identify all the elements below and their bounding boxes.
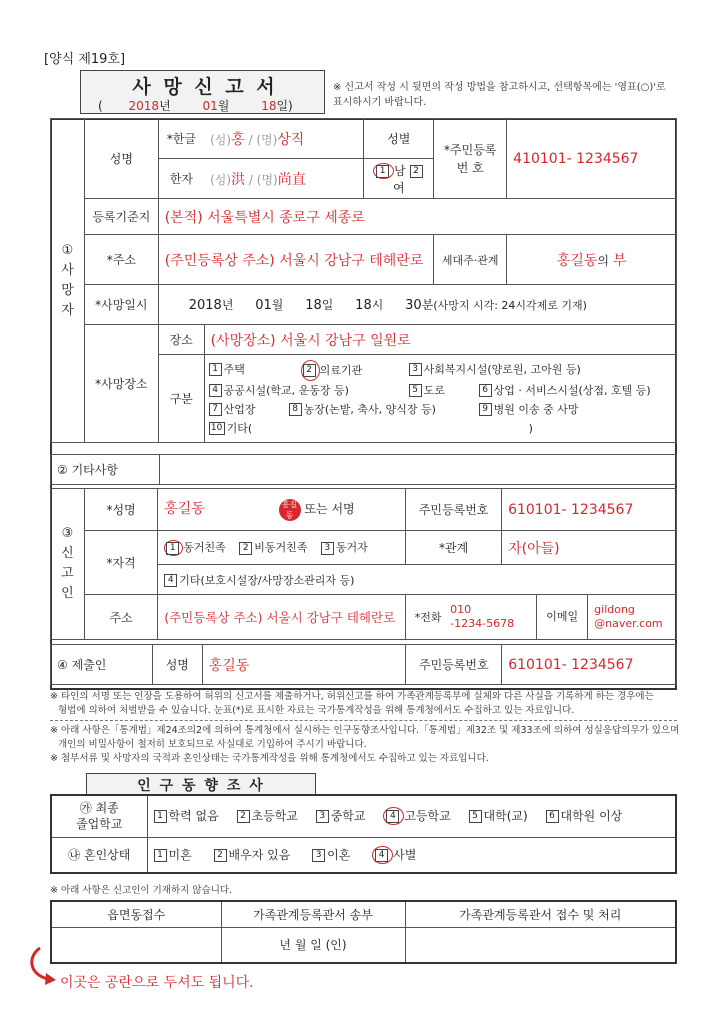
rel-value: 부 xyxy=(612,252,627,269)
sex-female: 여 xyxy=(393,180,405,195)
phone-label: *전화 xyxy=(414,611,442,624)
notes-block xyxy=(50,690,680,718)
form-title: 사 망 신 고 서 xyxy=(132,76,278,98)
rep-addr-value[interactable]: (주민등록상 주소) 서울시 강남구 테헤란로 xyxy=(158,595,406,640)
header-note: ※ 신고서 작성 시 뒷면의 작성 방법을 참고하시고, 선택항목에는 '영표(○)'로 표시하시기 바랍니다. xyxy=(333,82,666,108)
checkbox-icon: 1 xyxy=(376,165,389,178)
rep-name-label: *성명 xyxy=(84,489,157,531)
checkbox-icon[interactable]: 3 xyxy=(321,542,334,555)
dashed-divider xyxy=(50,720,677,721)
dt-label: *사망일시 xyxy=(84,285,158,325)
office-cell-3 xyxy=(405,927,676,963)
checkbox-icon: 1 xyxy=(209,363,222,376)
edu-1-label: 학력 없음 xyxy=(168,809,219,824)
date-year-label: 년 xyxy=(159,99,171,113)
office-h3: 가족관계등록관서 접수 및 처리 xyxy=(405,901,676,927)
dt-value[interactable] xyxy=(158,285,676,325)
cat-1-label: 주택 xyxy=(223,362,245,376)
checkbox-icon: 2 xyxy=(303,364,316,377)
qual-1: 동거친족 xyxy=(183,541,226,555)
seal-stamp-icon: 홍길동 xyxy=(279,499,301,521)
edu-options[interactable] xyxy=(147,795,676,837)
date-month-label: 월 xyxy=(217,99,230,113)
cat-8[interactable] xyxy=(289,400,479,419)
dt-month: 01 xyxy=(255,298,272,313)
rep-rrn-label: 주민등록번호 xyxy=(406,489,502,531)
checkbox-icon: 4 xyxy=(375,849,388,862)
edu-3-label: 중학교 xyxy=(330,809,366,824)
qual-options[interactable] xyxy=(158,531,406,565)
office-note: ※ 아래 사항은 신고인이 기재하지 않습니다. xyxy=(50,885,233,896)
checkbox-icon[interactable]: 2 xyxy=(410,165,423,178)
email-value[interactable] xyxy=(587,595,663,639)
edu-2-label: 초등학교 xyxy=(251,809,298,824)
edu-4-label: 고등학교 xyxy=(404,809,451,824)
rep-rrn[interactable]: 610101- 1234567 xyxy=(502,489,677,531)
note-2b: 개인의 비밀사항이 철저히 보호되므로 사실대로 기입하여 주시기 바랍니다. xyxy=(58,739,367,750)
cat-7-label: 산업장 xyxy=(223,402,256,416)
surname-tag-2: (성) xyxy=(210,172,232,187)
given-tag: (명) xyxy=(256,132,278,147)
mar-1[interactable] xyxy=(154,846,192,863)
hangul-label: *한글 xyxy=(158,119,204,159)
cat-9-label: 병원 이송 중 사망 xyxy=(493,402,579,416)
note-1b: 형법에 의하여 처벌받을 수 있습니다. 눈표(*)로 표시한 자료는 국가통계작성을 위해 통계청에서도 수집하고 있는 자료입니다. xyxy=(58,705,575,716)
email-1: gildong xyxy=(594,603,635,616)
curved-arrow-icon xyxy=(26,946,62,986)
survey-table xyxy=(50,794,677,874)
reporter-table xyxy=(50,488,677,640)
mar-2[interactable] xyxy=(214,846,291,863)
edu-6[interactable] xyxy=(546,807,623,824)
report-date xyxy=(98,97,293,114)
footer-note: 이곳은 공란으로 두셔도 됩니다. xyxy=(60,975,254,991)
dt-day-unit: 일 xyxy=(321,298,334,312)
cat-2[interactable] xyxy=(301,360,409,381)
note-1a: ※ 타인의 서명 또는 인장을 도용하여 허위의 신고서를 제출하거나, 허위신고를 하여 가족관계등록부에 실체와 다른 사실을 기록하게 하는 경우에는 xyxy=(50,691,654,702)
edu-5-label: 대학(교) xyxy=(483,809,528,824)
checkbox-icon: 9 xyxy=(479,403,492,416)
surname-tag: (성) xyxy=(210,132,232,147)
cat-6[interactable] xyxy=(479,381,651,400)
place-label: *사망장소 xyxy=(84,325,158,443)
office-table xyxy=(50,900,677,964)
cat-9[interactable] xyxy=(479,400,579,419)
qual-2: 비동거친족 xyxy=(254,541,308,555)
qual-4-label: 기타(보호시설장/사망장소관리자 등) xyxy=(179,573,355,587)
rep-contact[interactable] xyxy=(406,595,677,640)
hangul-name-cell[interactable] xyxy=(204,119,364,159)
date-open: ( xyxy=(98,99,103,113)
sex-label: 성별 xyxy=(364,119,434,159)
sex-male: 남 xyxy=(394,163,406,178)
date-month: 01 xyxy=(202,99,218,113)
mar-3-label: 이혼 xyxy=(327,847,351,862)
sex-options[interactable] xyxy=(364,159,434,199)
cat-1[interactable] xyxy=(209,360,301,381)
mar-3[interactable] xyxy=(312,846,350,863)
dt-hour: 18 xyxy=(355,298,372,313)
mar-2-label: 배우자 있음 xyxy=(228,847,291,862)
survey-title: 인 구 동 향 조 사 xyxy=(137,778,265,794)
reg-value[interactable]: (본적) 서울특별시 종로구 세종로 xyxy=(158,199,676,235)
edu-5[interactable] xyxy=(469,807,528,824)
rel-of: 의 xyxy=(597,253,609,268)
checkbox-icon: 4 xyxy=(164,574,177,587)
submitter-table xyxy=(50,644,677,685)
phone-value[interactable] xyxy=(450,603,536,631)
cat-label: 구분 xyxy=(158,355,204,443)
date-day: 18 xyxy=(261,99,277,113)
slash: / xyxy=(248,132,253,147)
checkbox-icon: 5 xyxy=(469,810,482,823)
rel-label: 세대주·관계 xyxy=(434,235,507,285)
checkbox-icon: 2 xyxy=(237,810,250,823)
dt-year: 2018 xyxy=(188,298,222,313)
cat-6-label: 상업 · 서비스시설(상점, 호텔 등) xyxy=(493,383,651,397)
given-hanja: 尚直 xyxy=(277,171,306,188)
checkbox-icon: 4 xyxy=(209,384,222,397)
notes-block-2 xyxy=(50,724,680,766)
sub-rrn-label: 주민등록번호 xyxy=(406,645,502,685)
edu-6-label: 대학원 이상 xyxy=(560,809,623,824)
rrn-label: *주민등록 번 호 xyxy=(434,119,507,199)
office-date: 년 월 일 (인) xyxy=(221,927,405,963)
rel-name: 홍길동 xyxy=(556,252,598,269)
hanja-name-cell[interactable] xyxy=(204,159,364,199)
cat-8-label: 농장(논밭, 축사, 양식장 등) xyxy=(303,402,436,416)
checkbox-icon: 5 xyxy=(409,384,422,397)
rep-sign-text: 또는 서명 xyxy=(304,502,355,517)
email-2: @naver.com xyxy=(594,617,663,630)
form-number: [양식 제19호] xyxy=(44,52,126,67)
edu-label xyxy=(51,795,147,837)
checkbox-icon[interactable]: 2 xyxy=(239,542,252,555)
dt-min-unit: 분 xyxy=(421,298,434,312)
dt-year-unit: 년 xyxy=(221,298,234,312)
dt-min: 30 xyxy=(405,298,422,313)
checkbox-icon: 3 xyxy=(409,363,422,376)
cat-2-label: 의료기관 xyxy=(319,363,363,377)
checkbox-icon: 1 xyxy=(166,542,179,555)
dt-day: 18 xyxy=(305,298,322,313)
edu-3[interactable] xyxy=(316,807,366,824)
surname-hanja: 洪 xyxy=(231,171,246,188)
rep-addr-label: 주소 xyxy=(84,595,157,640)
email-label: 이메일 xyxy=(536,595,587,639)
checkbox-icon: 10 xyxy=(209,422,225,435)
office-h1: 읍면동접수 xyxy=(51,901,221,927)
sub-name[interactable]: 홍길동 xyxy=(202,645,406,685)
cat-4-label: 공공시설(학교, 운동장 등) xyxy=(223,383,349,397)
reg-label: 등록기준지 xyxy=(84,199,158,235)
qual-4[interactable] xyxy=(158,565,677,595)
checkbox-icon: 2 xyxy=(214,849,227,862)
mar-1-label: 미혼 xyxy=(168,847,192,862)
deceased-rrn[interactable]: 410101- 1234567 xyxy=(507,119,677,199)
edu-label-1: ㉮ 최종 xyxy=(79,801,119,816)
submitter-label: ④ 제출인 xyxy=(51,645,153,685)
given-hangul: 상직 xyxy=(277,131,305,148)
cat-3-label: 사회복지시설(양로원, 고아원 등) xyxy=(423,362,581,376)
name-label: 성명 xyxy=(84,119,158,199)
other-label: ② 기타사항 xyxy=(51,455,160,485)
cat-4[interactable] xyxy=(209,381,409,400)
date-year: 2018 xyxy=(128,99,160,113)
edu-4[interactable] xyxy=(383,807,450,825)
sex-male-selected[interactable] xyxy=(373,163,394,179)
mar-4-selected xyxy=(372,846,393,864)
dt-note: (사망지 시각: 24시각제로 기재) xyxy=(433,299,587,312)
cat-3[interactable] xyxy=(409,360,581,381)
sub-name-label: 성명 xyxy=(152,645,202,685)
other-table xyxy=(50,454,677,485)
note-2a: ※ 아래 사항은「통계법」제24조의2에 의하여 통계청에서 실시하는 인구동향조사입니다.「통계법」제32조 및 제33조에 의하여 성실응답의무가 있으며 xyxy=(50,725,680,736)
reporter-section-label: ③ 신 고 인 xyxy=(51,489,85,640)
note-3: ※ 첨부서류 및 사망자의 국적과 혼인상태는 국가통계작성을 위해 통계청에서도 수집하고 있는 자료입니다. xyxy=(50,753,489,764)
dt-month-unit: 월 xyxy=(271,298,284,312)
edu-label-2: 졸업학교 xyxy=(76,817,123,832)
mar-label: ㉯ 혼인상태 xyxy=(51,837,147,873)
qual-3: 동거자 xyxy=(335,541,368,555)
edu-4-selected xyxy=(383,807,404,825)
cat-5-label: 도로 xyxy=(423,383,445,397)
checkbox-icon: 1 xyxy=(154,810,167,823)
edu-1[interactable] xyxy=(154,807,219,824)
slash-2: / xyxy=(248,172,253,187)
place-value[interactable]: (사망장소) 서울시 강남구 일원로 xyxy=(204,325,676,355)
checkbox-icon: 4 xyxy=(386,810,399,823)
cat-2-selected xyxy=(301,360,320,381)
place-sub: 장소 xyxy=(158,325,204,355)
dt-hour-unit: 시 xyxy=(371,298,384,312)
phone-1: 010 xyxy=(450,603,472,616)
cat-7[interactable] xyxy=(209,400,289,419)
rep-rel-value[interactable]: 자(아들) xyxy=(502,531,677,565)
sub-rrn[interactable]: 610101- 1234567 xyxy=(502,645,677,685)
mar-4[interactable] xyxy=(372,846,416,864)
rel-value-cell[interactable] xyxy=(507,235,677,285)
mar-options[interactable] xyxy=(147,837,676,873)
qual-1-selected[interactable] xyxy=(164,540,183,556)
addr-label: *주소 xyxy=(84,235,158,285)
edu-2[interactable] xyxy=(237,807,298,824)
cat-5[interactable] xyxy=(409,381,479,400)
phone-2: -1234-5678 xyxy=(450,617,515,630)
other-value[interactable] xyxy=(160,455,677,485)
checkbox-icon: 7 xyxy=(209,403,222,416)
given-tag-2: (명) xyxy=(256,172,278,187)
rep-name: 홍길동 xyxy=(164,501,205,518)
rep-name-cell[interactable] xyxy=(158,489,406,531)
checkbox-icon: 6 xyxy=(479,384,492,397)
addr-value[interactable]: (주민등록상 주소) 서울시 강남구 테헤란로 xyxy=(158,235,434,285)
surname-hangul: 홍 xyxy=(231,131,245,148)
mar-4-label: 사별 xyxy=(393,847,417,862)
office-h2: 가족관계등록관서 송부 xyxy=(221,901,405,927)
rep-rel-label: *관계 xyxy=(406,531,502,565)
deceased-table xyxy=(50,118,677,443)
date-day-label: 일) xyxy=(276,99,293,113)
deceased-section-label: ① 사 망 자 xyxy=(51,119,85,443)
cat-10-label: 기타( xyxy=(226,421,253,435)
cat-options[interactable] xyxy=(204,355,676,443)
checkbox-icon: 6 xyxy=(546,810,559,823)
qual-label: *자격 xyxy=(84,531,157,595)
office-cell-1 xyxy=(51,927,221,963)
cat-10-close: ) xyxy=(528,421,533,435)
cat-10[interactable] xyxy=(209,419,529,438)
checkbox-icon: 1 xyxy=(154,849,167,862)
checkbox-icon: 3 xyxy=(312,849,325,862)
checkbox-icon: 8 xyxy=(289,403,302,416)
checkbox-icon: 3 xyxy=(316,810,329,823)
hanja-label: 한자 xyxy=(158,159,204,199)
